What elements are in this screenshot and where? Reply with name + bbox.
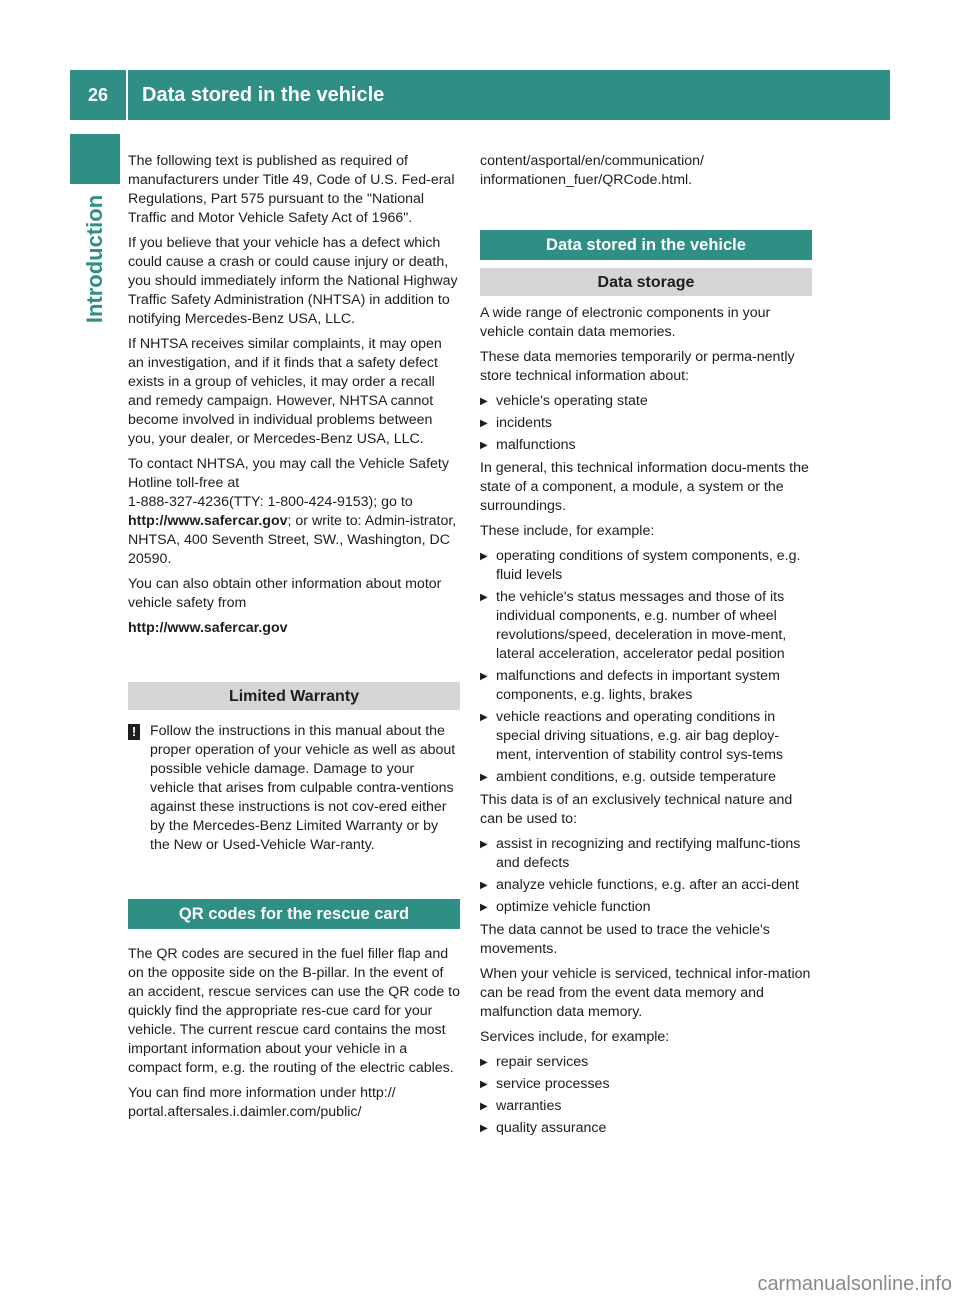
paragraph: The data cannot be used to trace the vehicle's movements. [480, 922, 770, 957]
left-column [128, 152, 460, 1128]
warning-note [128, 722, 460, 855]
paragraph: Services include, for example: [480, 1029, 670, 1045]
url-line1: content/asportal/en/communication/ [480, 153, 704, 169]
contact-intro: To contact NHTSA, you may call the Vehicle Safety Hotline toll-free at [128, 456, 449, 491]
warning-icon: ! [128, 724, 140, 740]
list-item: ▶ quality assurance [480, 1119, 812, 1138]
paragraph: This data is of an exclusively technical nature and can be used to: [480, 792, 793, 827]
page-number: 26 [87, 84, 109, 105]
safercar-link[interactable]: http://www.safercar.gov [128, 513, 288, 529]
header-divider [126, 70, 128, 120]
list-item: ▶ ambient conditions, e.g. outside temperature [480, 768, 812, 787]
contact-address: ; or write to: Admin-istrator, NHTSA, 400 Seventh Street, SW., Washington, DC 20590. [128, 513, 457, 567]
list-item: ▶ assist in recognizing and rectifying malfunc-tions and defects [480, 835, 812, 873]
paragraph: These include, for example: [480, 523, 655, 539]
list-item: ▶ service processes [480, 1075, 812, 1094]
url-line2: informationen_fuer/QRCode.html. [480, 172, 693, 188]
paragraph: If NHTSA receives similar complaints, it may open an investigation, and if it finds that a safety defect exists in a group of vehicles, it may order a recall and remedy campaign. However, NHTSA cannot become involved in individual problems between you, your dealer, or Mercedes-Benz USA, LLC. [128, 336, 442, 447]
list-item: ▶ repair services [480, 1053, 812, 1072]
bullet-list [480, 1053, 812, 1138]
bullet-list [480, 547, 812, 787]
limited-warranty-heading: Limited Warranty [128, 682, 460, 710]
url-continuation [480, 152, 812, 190]
side-tab-block [70, 134, 120, 184]
safercar-link-2[interactable]: http://www.safercar.gov [128, 620, 288, 636]
qr-codes-heading: QR codes for the rescue card [128, 899, 460, 929]
qr-url-line1: You can find more information under http:// [128, 1085, 396, 1101]
list-item: ▶ analyze vehicle functions, e.g. after an acci-dent [480, 876, 812, 895]
list-item: ▶ incidents [480, 414, 812, 433]
list-item: ▶ operating conditions of system components, e.g. fluid levels [480, 547, 812, 585]
paragraph: In general, this technical information docu-ments the state of a component, a module, a system or the surroundings. [480, 460, 809, 514]
list-item: ▶ optimize vehicle function [480, 898, 812, 917]
list-item: ▶ malfunctions [480, 436, 812, 455]
paragraph: A wide range of electronic components in your vehicle contain data memories. [480, 305, 771, 340]
paragraph: When your vehicle is serviced, technical infor-mation can be read from the event data memory and malfunction data memory. [480, 966, 811, 1020]
right-column [480, 152, 812, 1142]
paragraph: If you believe that your vehicle has a defect which could cause a crash or could cause injury or death, you should immediately inform the National Highway Traffic Safety Administration (NHTSA) in addition to notifying Mercedes-Benz USA, LLC. [128, 235, 458, 327]
list-item: ▶ vehicle reactions and operating conditions in special driving situations, e.g. air bag deploy-ment, intervention of stability control sys-tems [480, 708, 812, 765]
list-item: ▶ the vehicle's status messages and those of its individual components, e.g. number of wheel revolutions/speed, deceleration in move-ment, lateral acceleration, accelerator pedal position [480, 588, 812, 664]
bullet-list [480, 392, 812, 455]
contact-paragraph [128, 455, 460, 569]
paragraph: The following text is published as required of manufacturers under Title 49, Code of U.S. Fed-eral Regulations, Part 575 pursuant to the "National Traffic and Motor Vehicle Safety Act of 1966". [128, 153, 455, 226]
list-item: ▶ vehicle's operating state [480, 392, 812, 411]
paragraph: These data memories temporarily or perma-nently store technical information about: [480, 349, 795, 384]
page-title: Data stored in the vehicle [142, 83, 385, 106]
data-storage-heading: Data storage [480, 268, 812, 296]
bullet-list [480, 835, 812, 917]
paragraph: You can also obtain other information about motor vehicle safety from [128, 576, 442, 611]
watermark: carmanualsonline.info [757, 1273, 952, 1295]
qr-url-line2: portal.aftersales.i.daimler.com/public/ [128, 1104, 362, 1120]
paragraph: The QR codes are secured in the fuel filler flap and on the opposite side on the B-pillar. In the event of an accident, rescue services can use the QR code to quickly find the appropriate res-cue card for your vehicle. The current rescue card contains the most important information about your vehicle in a compact form, e.g. the routing of the electric cables. [128, 946, 461, 1076]
side-tab-label [70, 194, 120, 324]
warning-text: Follow the instructions in this manual about the proper operation of your vehicle as well as about possible vehicle damage. Damage to your vehicle that arises from culpable contra-ventions against these instructions is not cov-ered either by the Mercedes-Benz Limited Warranty or by the New or Used-Vehicle War-ranty. [150, 723, 456, 853]
list-item: ▶ malfunctions and defects in important system components, e.g. lights, brakes [480, 667, 812, 705]
data-stored-heading: Data stored in the vehicle [480, 230, 812, 260]
list-item: ▶ warranties [480, 1097, 812, 1116]
hotline-number: 1-888-327-4236(TTY: 1-800-424-9153); go to [128, 494, 413, 510]
qr-url-paragraph [128, 1084, 460, 1122]
side-tab-text: Introduction [82, 194, 107, 324]
